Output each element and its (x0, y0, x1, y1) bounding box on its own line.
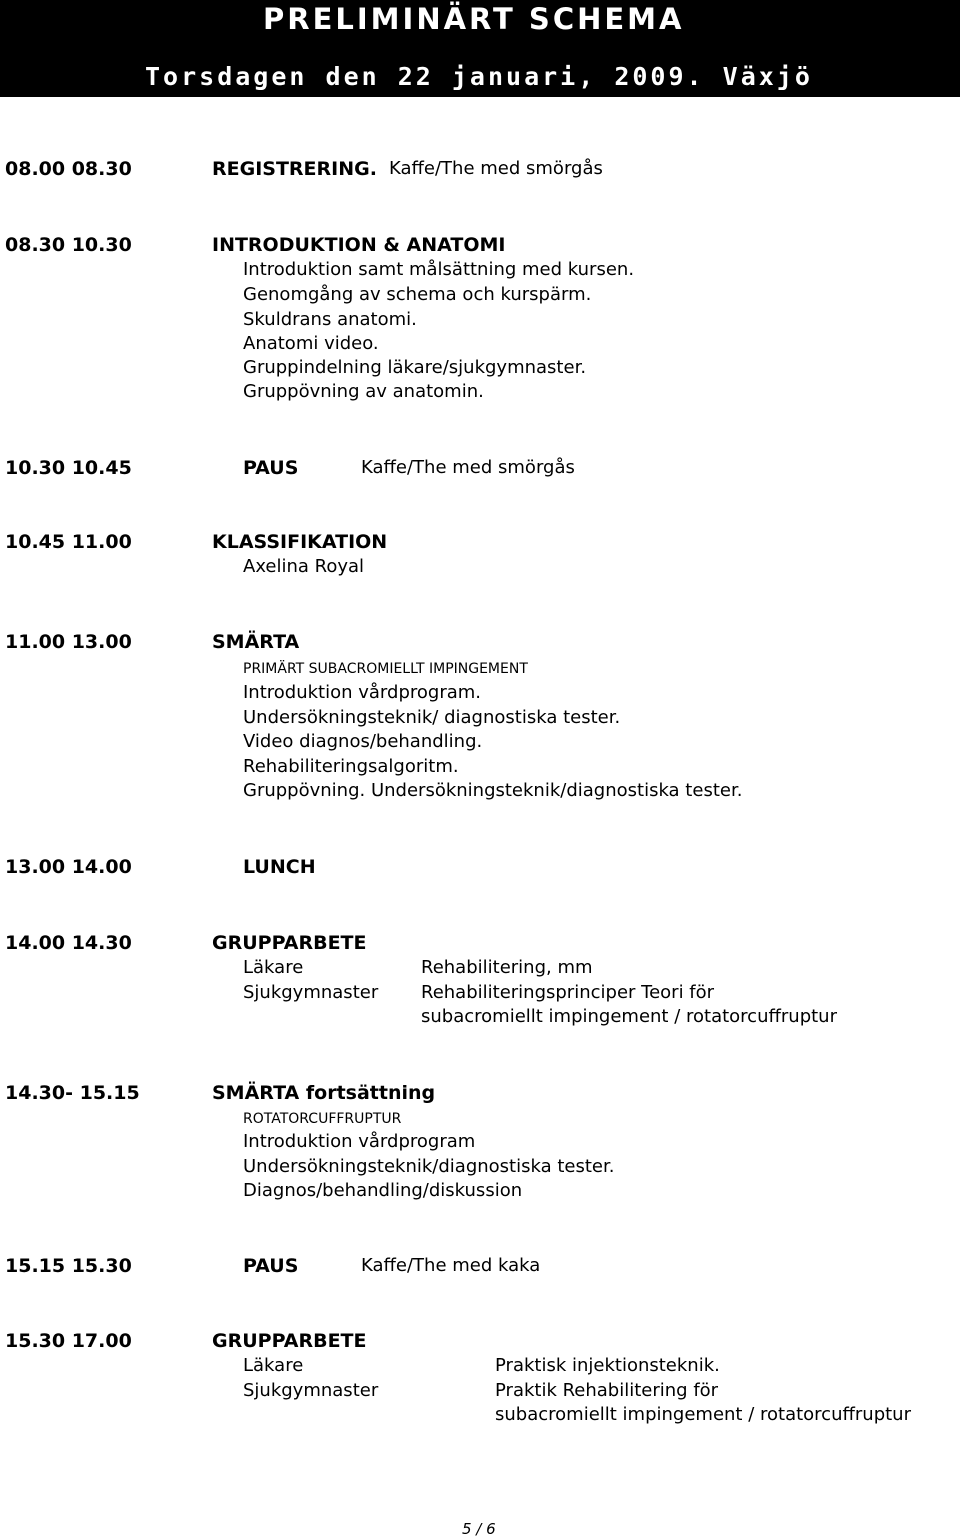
time-slot: 10.30 10.45 (5, 457, 132, 479)
session-line: Genomgång av schema och kurspärm. (243, 284, 592, 305)
time-slot: 14.00 14.30 (5, 932, 132, 954)
session-line: Introduktion vårdprogram. (243, 682, 481, 703)
session-subheading: ROTATORCUFFRUPTUR (243, 1111, 402, 1127)
session-line: Undersökningsteknik/ diagnostiska tester. (243, 707, 621, 728)
session-heading: PAUS (243, 457, 299, 479)
group-description: Rehabilitering, mm (421, 957, 593, 978)
session-line: Introduktion samt målsättning med kursen. (243, 259, 635, 280)
session-line: Gruppövning. Undersökningsteknik/diagnostiska tester. (243, 780, 743, 801)
group-description: Rehabiliteringsprinciper Teori för (421, 982, 715, 1003)
session-heading: SMÄRTA fortsättning (212, 1082, 436, 1104)
session-note: Kaffe/The med kaka (361, 1255, 541, 1276)
group-description: Praktisk injektionsteknik. (495, 1355, 720, 1376)
time-slot: 08.00 08.30 (5, 158, 132, 180)
page-number: 5 / 6 (462, 1520, 496, 1538)
time-slot: 13.00 14.00 (5, 856, 132, 878)
session-heading: GRUPPARBETE (212, 1330, 367, 1352)
session-heading: SMÄRTA (212, 631, 300, 653)
session-line: Gruppövning av anatomin. (243, 381, 484, 402)
session-heading: INTRODUKTION & ANATOMI (212, 234, 506, 256)
page-title: PRELIMINÄRT SCHEMA (263, 2, 685, 36)
session-heading: LUNCH (243, 856, 316, 878)
session-heading: KLASSIFIKATION (212, 531, 388, 553)
session-line: Diagnos/behandling/diskussion (243, 1180, 523, 1201)
session-line: Undersökningsteknik/diagnostiska tester. (243, 1156, 615, 1177)
session-heading: GRUPPARBETE (212, 932, 367, 954)
time-slot: 08.30 10.30 (5, 234, 132, 256)
group-role: Sjukgymnaster (243, 1380, 379, 1401)
session-note: Kaffe/The med smörgås (361, 457, 575, 478)
session-heading: PAUS (243, 1255, 299, 1277)
session-subheading: PRIMÄRT SUBACROMIELLT IMPINGEMENT (243, 661, 528, 677)
page-subtitle: Torsdagen den 22 januari, 2009. Växjö (145, 62, 813, 91)
time-slot: 15.15 15.30 (5, 1255, 132, 1277)
group-description: Praktik Rehabilitering för (495, 1380, 719, 1401)
session-line: Axelina Royal (243, 556, 365, 577)
group-role: Läkare (243, 957, 304, 978)
group-role: Sjukgymnaster (243, 982, 379, 1003)
time-slot: 15.30 17.00 (5, 1330, 132, 1352)
session-line: Skuldrans anatomi. (243, 309, 417, 330)
time-slot: 11.00 13.00 (5, 631, 132, 653)
session-line: Video diagnos/behandling. (243, 731, 483, 752)
time-slot: 14.30- 15.15 (5, 1082, 140, 1104)
session-line: Introduktion vårdprogram (243, 1131, 476, 1152)
group-description: subacromiellt impingement / rotatorcuffruptur (421, 1006, 837, 1027)
time-slot: 10.45 11.00 (5, 531, 132, 553)
session-heading (212, 158, 377, 180)
session-title-suffix: . (369, 158, 377, 180)
group-role: Läkare (243, 1355, 304, 1376)
session-note: Kaffe/The med smörgås (389, 158, 603, 179)
session-title: REGISTRERING (212, 158, 370, 180)
session-line: Anatomi video. (243, 333, 379, 354)
session-line: Gruppindelning läkare/sjukgymnaster. (243, 357, 587, 378)
page-header (0, 0, 960, 97)
group-description: subacromiellt impingement / rotatorcuffruptur (495, 1404, 911, 1425)
session-line: Rehabiliteringsalgoritm. (243, 756, 459, 777)
